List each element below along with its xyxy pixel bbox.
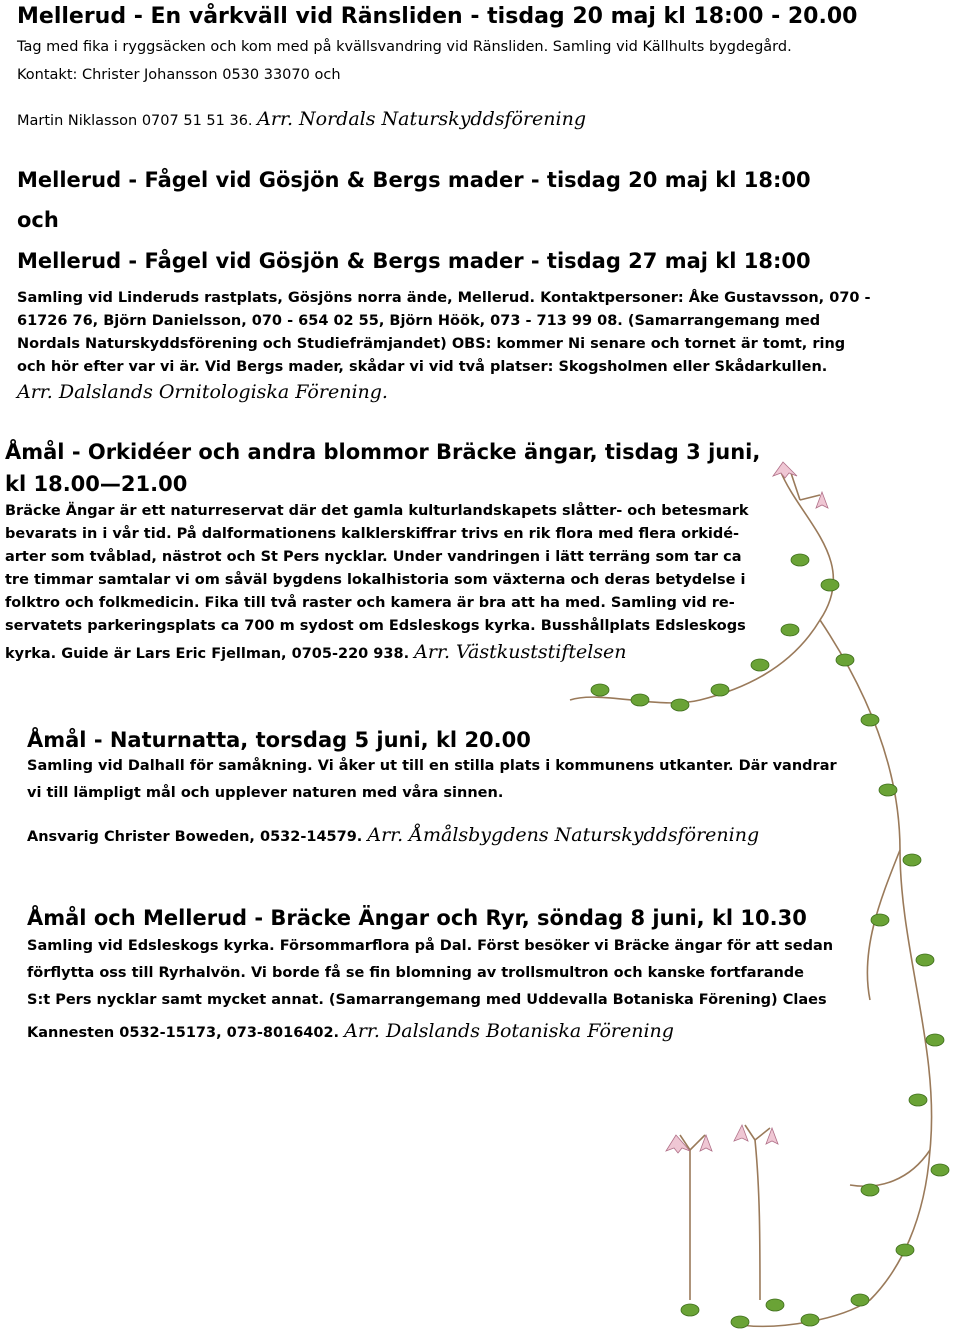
event-time: kl 18.00—21.00 — [5, 472, 188, 496]
event-text: S:t Pers nycklar samt mycket annat. (Samarrangemang med Uddevalla Botaniska Förening) Claes — [27, 992, 827, 1008]
event-title-ryr: Åmål och Mellerud - Bräcke Ängar och Ryr, söndag 8 juni, kl 10.30 — [27, 906, 807, 930]
event-contact — [27, 824, 759, 846]
conjunction: och — [17, 208, 59, 232]
event-text: vi till lämpligt mål och upplever naturen med våra sinnen. — [27, 785, 504, 801]
event-text: bevarats in i vår tid. På dalformationens kalklerskiffrar trivs en rik flora med flera orkidé- — [5, 526, 740, 542]
event-text: Bräcke Ängar är ett naturreservat där det gamla kulturlandskapets slåtter- och betesmark — [5, 503, 749, 519]
event-text: och hör efter var vi är. Vid Bergs mader, skådar vi vid två platser: Skogsholmen eller Skådarkullen. — [17, 359, 828, 375]
event-text: arter som tvåblad, nästrot och St Pers nycklar. Under vandringen i lätt terräng som tar ca — [5, 549, 742, 565]
organizer-label: Arr. Dalslands Ornitologiska Förening. — [17, 381, 388, 403]
organizer-label: Arr. Nordals Naturskyddsförening — [257, 108, 587, 130]
event-text: Samling vid Edsleskogs kyrka. Försommarflora på Dal. Först besöker vi Bräcke ängar för att sedan — [27, 938, 834, 954]
organizer-label: Arr. Dalslands Botaniska Förening — [344, 1020, 674, 1042]
contact-text: kyrka. Guide är Lars Eric Fjellman, 0705-220 938. — [5, 646, 410, 662]
event-text: servatets parkeringsplats ca 700 m sydost om Edsleskogs kyrka. Busshållplats Edsleskogs — [5, 618, 746, 634]
organizer-label: Arr. Västkuststiftelsen — [414, 641, 627, 663]
contact-text: Martin Niklasson 0707 51 51 36. — [17, 113, 253, 129]
event-text: 61726 76, Björn Danielsson, 070 - 654 02 55, Björn Höök, 073 - 713 99 08. (Samarrangemang med — [17, 313, 821, 329]
event-text: tre timmar samtalar vi om såväl bygdens lokalhistoria som växterna och deras betydelse i — [5, 572, 746, 588]
event-contact — [27, 1020, 674, 1042]
event-text: Nordals Naturskyddsförening och Studiefrämjandet) OBS: kommer Ni senare och tornet är tomt, ring — [17, 336, 846, 352]
event-text: Samling vid Linderuds rastplats, Gösjöns norra ände, Mellerud. Kontaktpersoner: Åke Gustavsson, 070 - — [17, 290, 871, 306]
event-text: Tag med fika i ryggsäcken och kom med på kvällsvandring vid Ränsliden. Samling vid Källhults bygdegård. — [17, 39, 792, 55]
event-contact — [17, 108, 586, 130]
event-text: förflytta oss till Ryrhalvön. Vi borde få se fin blomning av trollsmultron och kanske fortfarande — [27, 965, 805, 981]
event-contact — [5, 641, 627, 663]
event-title-naturnatta: Åmål - Naturnatta, torsdag 5 juni, kl 20.00 — [27, 728, 531, 752]
event-title-gosjon-27: Mellerud - Fågel vid Gösjön & Bergs mader - tisdag 27 maj kl 18:00 — [17, 249, 811, 273]
contact-text: Ansvarig Christer Boweden, 0532-14579. — [27, 829, 363, 845]
event-text: Kontakt: Christer Johansson 0530 33070 och — [17, 67, 341, 83]
event-title-bracke: Åmål - Orkidéer och andra blommor Bräcke ängar, tisdag 3 juni, — [5, 440, 761, 464]
organizer-label: Arr. Åmålsbygdens Naturskyddsförening — [367, 824, 760, 846]
event-title-ranslid: Mellerud - En vårkväll vid Ränsliden - tisdag 20 maj kl 18:00 - 20.00 — [17, 4, 858, 29]
event-text: folktro och folkmedicin. Fika till två raster och kamera är bra att ha med. Samling vid re- — [5, 595, 735, 611]
event-text: Samling vid Dalhall för samåkning. Vi åker ut till en stilla plats i kommunens utkanter. Där vandrar — [27, 758, 837, 774]
event-title-gosjon-20: Mellerud - Fågel vid Gösjön & Bergs mader - tisdag 20 maj kl 18:00 — [17, 168, 811, 192]
contact-text: Kannesten 0532-15173, 073-8016402. — [27, 1025, 340, 1041]
